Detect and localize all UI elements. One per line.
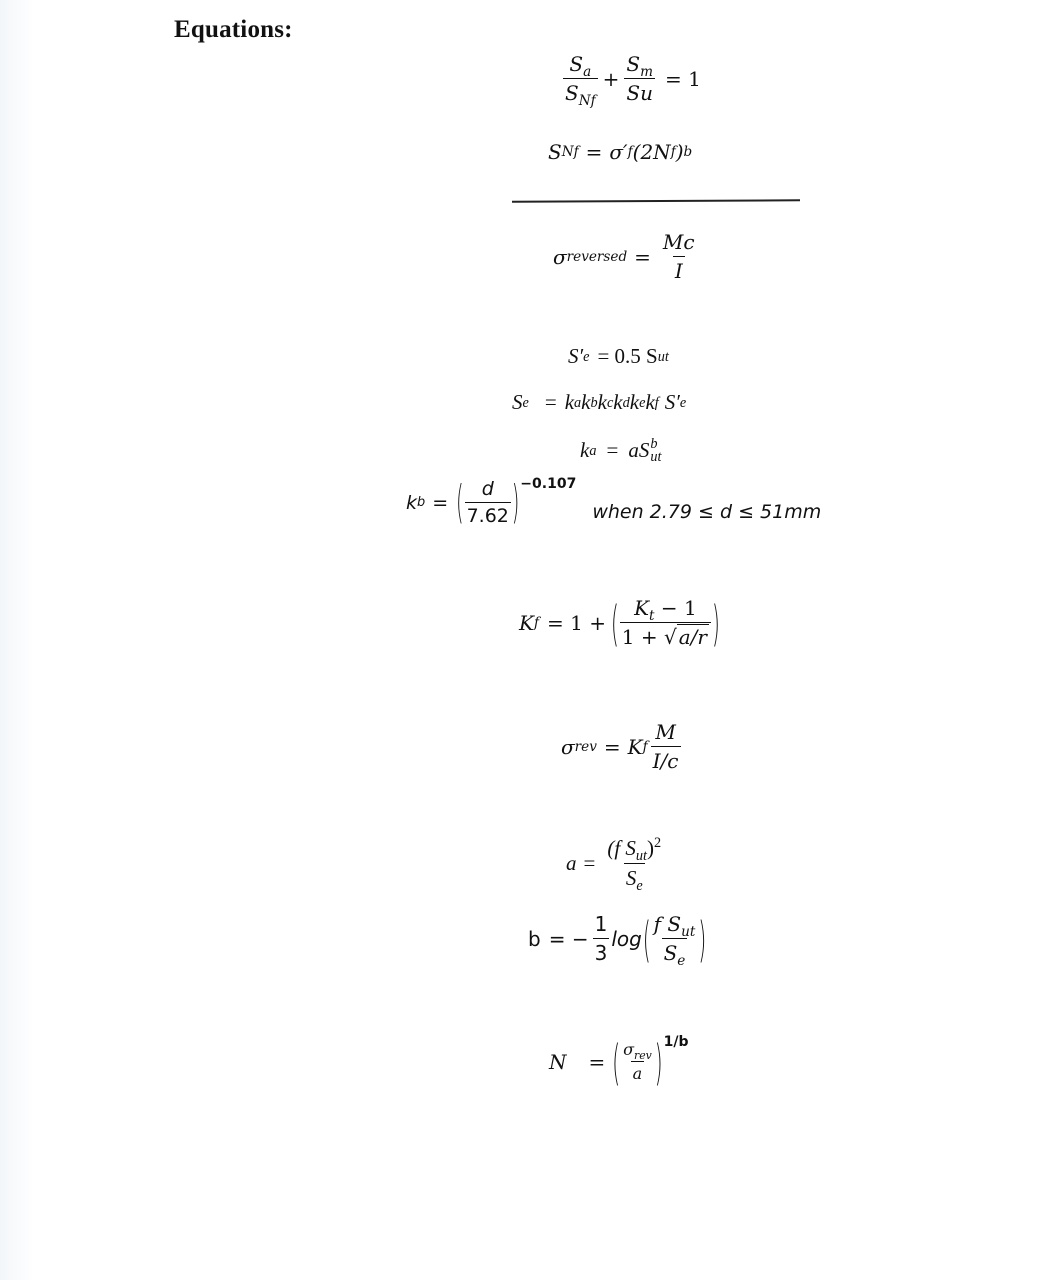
numerator: Mc: [662, 230, 695, 254]
symbol-b: b: [528, 926, 541, 951]
symbol-a: a: [632, 1064, 643, 1083]
factor-k: k: [406, 491, 418, 514]
symbol-a: a: [566, 851, 577, 875]
subscript: e: [677, 952, 686, 969]
equals-one-plus: = 1 +: [547, 610, 606, 635]
endurance-limit-estimate: [568, 344, 669, 369]
symbol-s: S: [565, 81, 579, 105]
subscript: e: [522, 394, 529, 411]
term-fsut: f S: [653, 912, 682, 936]
paren-open: (: [610, 593, 619, 652]
subscript: e: [639, 394, 646, 411]
denominator: I: [674, 259, 683, 283]
symbol-s: S: [569, 52, 584, 76]
exponent: b: [650, 436, 658, 452]
equals-sign: =: [432, 491, 449, 514]
subscript: f: [642, 738, 648, 755]
log-function: log: [611, 926, 642, 951]
paren-open: (: [642, 909, 651, 968]
numerator: K: [634, 596, 650, 620]
paren-close: ): [511, 476, 520, 529]
fraction-fsut-se: [605, 835, 663, 894]
numerator: d: [481, 478, 494, 500]
scan-edge-shadow: [0, 0, 34, 1280]
section-divider: [512, 199, 800, 203]
subscript: f: [670, 144, 676, 160]
factor-k: k: [564, 390, 575, 414]
fraction-sm-su: [624, 52, 655, 105]
sqrt-term: a/r: [678, 625, 707, 649]
symbol-sigma: σ: [623, 1040, 634, 1059]
fraction-one-third: [593, 912, 610, 965]
equals-sign: =: [583, 851, 596, 875]
one-plus: 1 +: [621, 625, 658, 649]
paren-close: ): [675, 140, 684, 164]
factor-k: k: [581, 390, 591, 414]
fraction-kt: $\frac{K_t - 1}{1 + √ a/r}$: [620, 596, 711, 649]
symbol-s: S: [626, 52, 641, 76]
factor-k: K: [519, 610, 534, 635]
life-cycles-equation: [549, 1032, 689, 1091]
symbol-sigma: σ′: [609, 140, 628, 164]
equals-minus: = −: [548, 926, 589, 951]
fraction-sigma-a: [621, 1040, 654, 1083]
fatigue-notch-factor-equation: [519, 593, 721, 652]
paren-open: (: [456, 476, 464, 529]
equals-one: = 1: [665, 66, 701, 91]
symbol-se: S: [512, 390, 523, 414]
basquin-equation: [548, 140, 692, 164]
term-fsut: (f S: [607, 836, 636, 860]
page-heading: Equations:: [174, 16, 293, 43]
factor-k: k: [597, 390, 607, 414]
equals-sign: =: [588, 1049, 606, 1074]
subscript: f: [654, 394, 659, 411]
factor-k: k: [613, 390, 623, 414]
fraction-d-762: [465, 478, 511, 527]
subscript: e: [583, 348, 590, 365]
marin-equation: [512, 390, 686, 415]
fraction-m-ic: [651, 720, 681, 773]
subscript: m: [640, 63, 653, 80]
symbol-s: S: [548, 140, 562, 164]
equals-sign: =: [606, 438, 619, 463]
paren-close: ): [647, 836, 655, 860]
subscript: a: [589, 442, 597, 459]
exponent: −0.107: [520, 476, 577, 492]
subscript: b: [417, 494, 426, 510]
fraction-fsut-se: [652, 912, 698, 969]
fatigue-coefficient-a-equation: [566, 835, 666, 894]
minus-one: − 1: [660, 596, 697, 620]
subscript: ut: [650, 448, 662, 465]
symbol-s: S: [663, 941, 678, 965]
denominator: 7.62: [466, 505, 509, 527]
subscript: a: [583, 63, 592, 80]
symbol-sigma: σ: [561, 734, 575, 759]
subscript: c: [606, 394, 614, 411]
equals-sign: =: [603, 734, 621, 759]
exponent: b: [683, 144, 693, 160]
equals-sign: =: [544, 390, 557, 414]
symbol-sigma: σ: [553, 244, 567, 269]
factor-k: K: [627, 734, 643, 759]
surface-factor-equation: [580, 438, 661, 464]
subscript: b: [590, 394, 598, 411]
equals-sign: =: [634, 244, 651, 269]
subscript: a: [574, 394, 582, 411]
paren-close: ): [698, 909, 707, 968]
subscript: e: [679, 394, 687, 411]
subscript: rev: [574, 738, 597, 755]
subscript: e: [636, 877, 643, 894]
term-as: aS: [628, 438, 650, 463]
subscript: reversed: [566, 248, 628, 265]
paren-open: (: [612, 1032, 621, 1091]
paren-close: ): [711, 593, 720, 652]
exponent: 2: [654, 835, 662, 852]
fatigue-exponent-b-equation: [528, 909, 707, 969]
symbol-su: Su: [626, 81, 653, 105]
term-2n: (2N: [632, 140, 671, 164]
reversed-stress-equation: [553, 230, 700, 283]
subscript: ut: [635, 847, 648, 864]
fraction-sa-snf: [563, 52, 598, 109]
numerator: M: [655, 720, 676, 744]
numerator: 1: [594, 912, 608, 936]
symbol-n: N: [549, 1049, 567, 1074]
subscript: ut: [681, 923, 696, 940]
exponent: 1/b: [663, 1034, 689, 1050]
reversed-stress-notch-equation: [561, 720, 684, 773]
fraction-mc-i: [661, 230, 697, 283]
symbol-se-prime: S′: [664, 390, 680, 414]
goodman-equation: [560, 52, 708, 109]
factor-k: k: [580, 438, 590, 463]
factor-k: k: [629, 390, 640, 414]
factor-k: k: [645, 390, 655, 414]
denominator: 3: [593, 938, 610, 965]
paren-close: ): [654, 1032, 663, 1091]
symbol-se-prime: S′: [568, 344, 584, 368]
symbol-s: S: [625, 866, 637, 890]
subscript: rev: [634, 1048, 652, 1062]
subscript: t: [649, 607, 655, 624]
denominator: I/c: [652, 749, 679, 773]
subscript: d: [622, 394, 630, 411]
subscript: f: [533, 614, 539, 631]
subscript: ut: [657, 348, 669, 365]
plus-operator: +: [602, 66, 620, 91]
size-factor-equation: [406, 478, 821, 527]
subscript: Nf: [561, 144, 579, 160]
validity-condition: when 2.79 ≤ d ≤ 51mm: [592, 500, 822, 523]
subscript: f: [627, 144, 633, 160]
equals-half-sut: = 0.5 S: [597, 344, 658, 368]
equals-sign: =: [585, 140, 603, 164]
subscript: Nf: [578, 92, 596, 109]
